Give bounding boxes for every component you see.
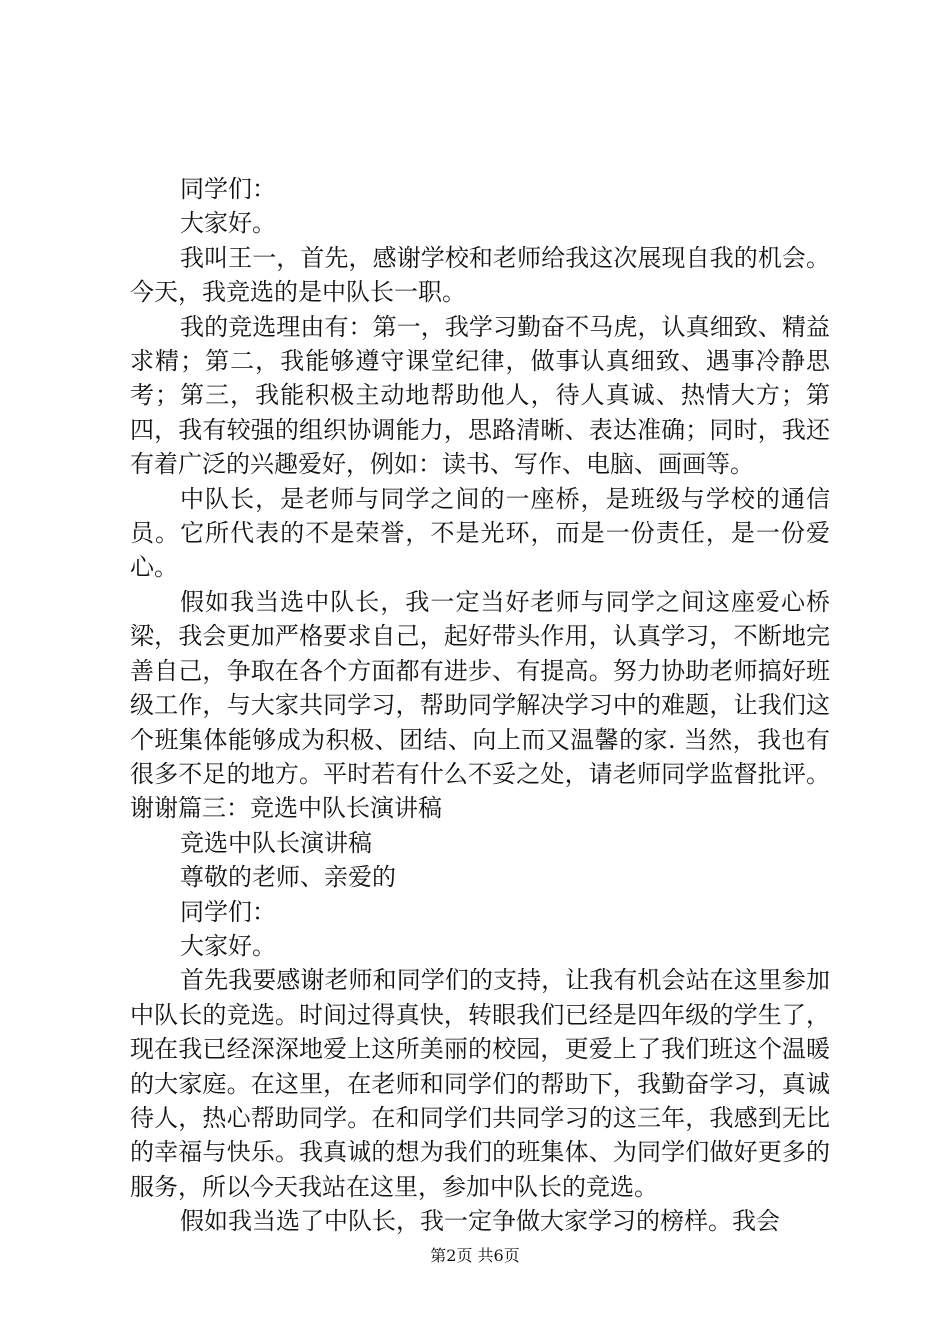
page-number-footer: 第2页 共6页	[430, 1246, 520, 1265]
paragraph-thanks: 首先我要感谢老师和同学们的支持，让我有机会站在这里参加中队长的竞选。时间过得真快，转眼我们已经是四年级的学生了，现在我已经深深地爱上这所美丽的校园，更爱上了我们班这个温暖的大家庭。在这里，在老师和同学们的帮助下，我勤奋学习，真诚待人，热心帮助同学。在和同学们共同学习的这三年，我感到无比的幸福与快乐。我真诚的想为我们的班集体、为同学们做好更多的服务，所以今天我站在这里，参加中队长的竞选。	[130, 966, 830, 1201]
paragraph-salutation-2: 同学们：	[180, 897, 276, 926]
paragraph-closing: 假如我当选了中队长，我一定争做大家学习的榜样。我会	[180, 1207, 780, 1236]
paragraph-address: 尊敬的老师、亲爱的	[180, 863, 396, 892]
paragraph-greeting: 大家好。	[180, 209, 276, 238]
paragraph-role: 中队长，是老师与同学之间的一座桥，是班级与学校的通信员。它所代表的不是荣誉，不是光环，而是一份责任，是一份爱心。	[130, 484, 830, 582]
paragraph-salutation: 同学们：	[180, 175, 276, 203]
paragraph-greeting-2: 大家好。	[180, 931, 276, 960]
document-body	[130, 172, 830, 1239]
paragraph-speech-title: 竞选中队长演讲稿	[180, 828, 372, 857]
paragraph-reasons: 我的竞选理由有：第一，我学习勤奋不马虎，认真细致、精益求精；第二，我能够遵守课堂纪律，做事认真细致、遇事冷静思考；第三，我能积极主动地帮助他人，待人真诚、热情大方；第四，我有较强的组织协调能力，思路清晰、表达准确；同时，我还有着广泛的兴趣爱好，例如：读书、写作、电脑、画画等。	[130, 312, 830, 479]
paragraph-intro: 我叫王一，首先，感谢学校和老师给我这次展现自我的机会。今天，我竞选的是中队长一职。	[130, 243, 830, 307]
paragraph-promise: 假如我当选中队长，我一定当好老师与同学之间这座爱心桥梁，我会更加严格要求自己，起好带头作用，认真学习，不断地完善自己，争取在各个方面都有进步、有提高。努力协助老师搞好班级工作，与大家共同学习，帮助同学解决学习中的难题，让我们这个班集体能够成为积极、团结、向上而又温馨的家. 当然，我也有很多不足的地方。平时若有什么不妥之处，请老师同学监督批评。谢谢篇三：竞选中队长演讲稿	[130, 587, 830, 823]
